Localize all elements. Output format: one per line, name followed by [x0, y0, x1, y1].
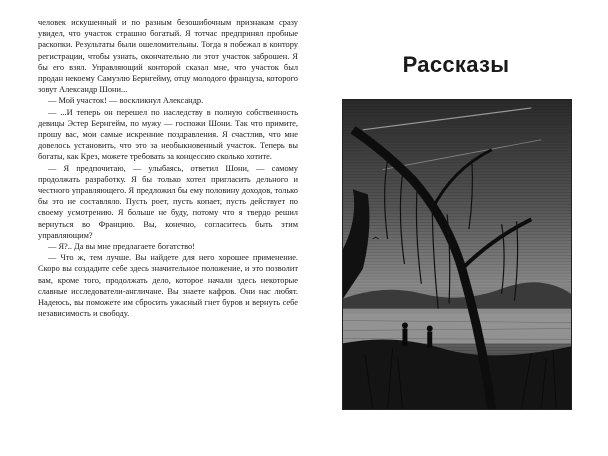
- paragraph-3: — ...И теперь он перешел по наследству в полную собственность девицы Эстер Бернгейм, по мужу — госпожи Шони. Так что примите, прошу вас, мои самые искренние поздравления. Я счастлив, что мне довелось установить, что это за необыкновенный участок. Теперь вы богаты, как Крез, можете требовать за концессию сколько хотите.: [38, 107, 298, 162]
- engraving-svg: [343, 100, 571, 409]
- paragraph-6: — Что ж, тем лучше. Вы найдете для него хорошее применение. Скоро вы создадите себе здесь значительное положение, и это позволит вам, кроме того, продолжать дело, которое начали здесь некоторые славные исследователи-англичане. Вы знаете кафров. Они нас любят. Надеюсь, вы поможете им сбросить ужасный гнет буров и вернуть себе независимость и свободу.: [38, 253, 298, 319]
- river: [343, 309, 571, 344]
- body-text: [38, 17, 298, 319]
- right-page: [304, 0, 608, 456]
- engraving-illustration: [342, 99, 572, 410]
- paragraph-2: — Мой участок! — воскликнул Александр.: [48, 96, 204, 106]
- paragraph-4: — Я предпочитаю, — улыбаясь, ответил Шони, — самому продолжать разработку. Я бы только хотел пригласить дельного и честного управляющего. Я предложил бы ему половину доходов, только бы это не составляло. Пусть роет, пусть копает, пусть действует по своему усмотрению. Я больше не буду, потому что я твердо решил вернуться во Францию. Вы, конечно, согласитесь быть этим управляющим?: [38, 163, 298, 240]
- paragraph-5: — Я?.. Да вы мне предлагаете богатство!: [48, 242, 196, 252]
- paragraph-1: человек искушенный и по разным безошибочным признакам сразу увидел, что участок страшно богатый. Я тотчас предпринял пробные раскопки. Результаты были ошеломительны. Тогда я побежал в контору регистрации, чтобы узнать, окончательно ли этот участок заброшен. Я бы его взял. Управляющий конторой сказал мне, что участок был продан некоему Самуэлю Бернгейму, отцу молодого француза, которого зовут Александр Шони...: [38, 18, 298, 95]
- section-title: Рассказы: [402, 52, 510, 77]
